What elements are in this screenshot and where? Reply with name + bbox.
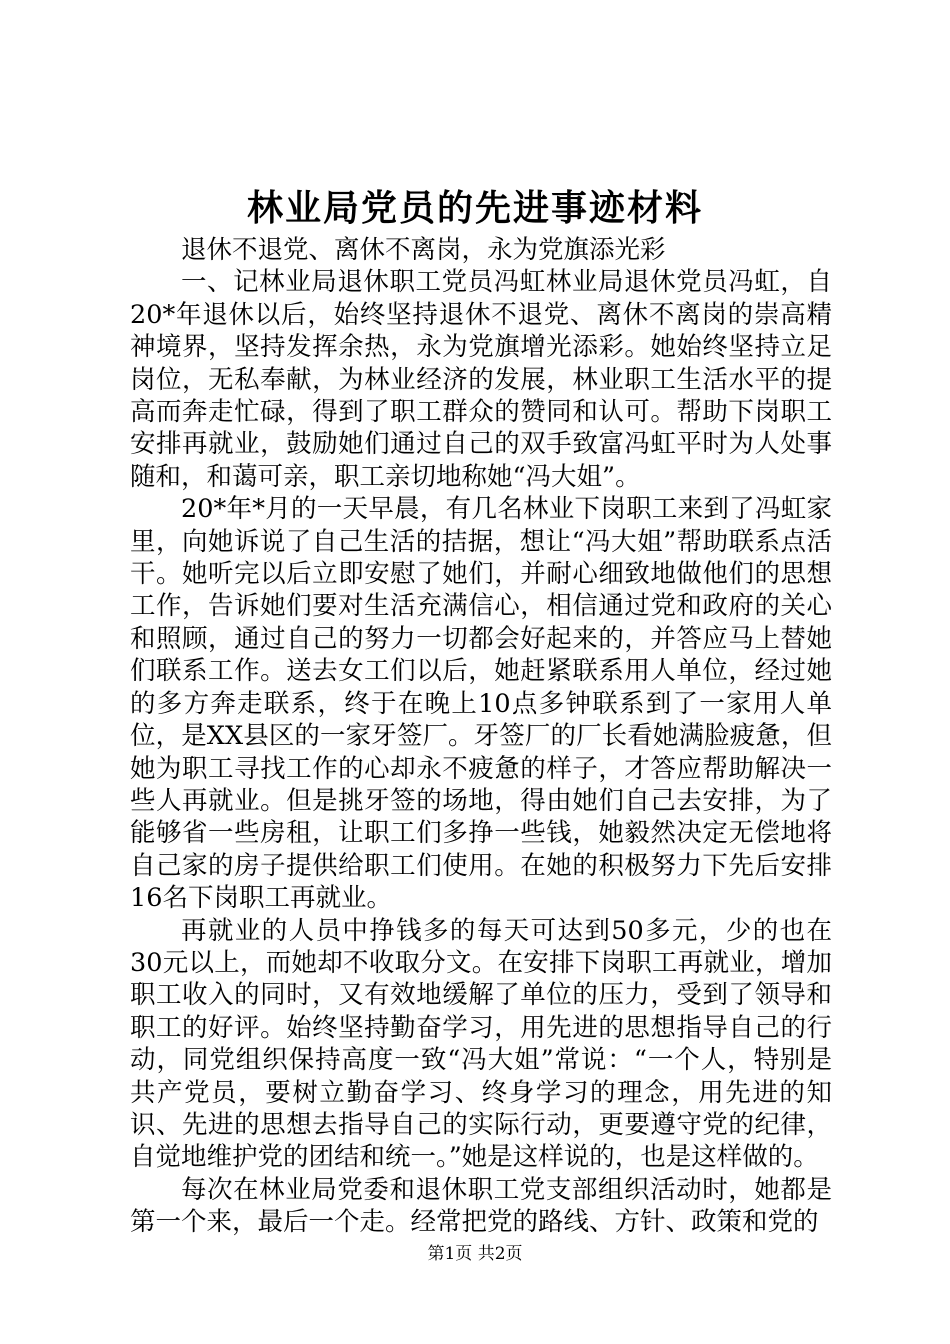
document-body <box>130 234 832 1239</box>
body-paragraph: 一、记林业局退休职工党员冯虹林业局退休党员冯虹，自20*年退休以后，始终坚持退休不退党、离休不离岗的崇高精神境界，坚持发挥余热，永为党旗增光添彩。她始终坚持立足岗位，无私奉献，为林业经济的发展，林业职工生活水平的提高而奔走忙碌，得到了职工群众的赞同和认可。帮助下岗职工安排再就业，鼓励她们通过自己的双手致富冯虹平时为人处事随和，和蔼可亲，职工亲切地称她“冯大姐”。 <box>130 267 832 492</box>
body-paragraph: 每次在林业局党委和退休职工党支部组织活动时，她都是第一个来，最后一个走。经常把党的路线、方针、政策和党的 <box>130 1174 832 1238</box>
page-number-footer: 第1页 共2页 <box>427 1244 523 1264</box>
subtitle-paragraph: 退休不退党、离休不离岗，永为党旗添光彩 <box>181 235 666 265</box>
body-paragraph: 再就业的人员中挣钱多的每天可达到50多元，少的也在30元以上，而她却不收取分文。在安排下岗职工再就业，增加职工收入的同时，又有效地缓解了单位的压力，受到了领导和职工的好评。始终坚持勤奋学习，用先进的思想指导自己的行动，同党组织保持高度一致“冯大姐”常说：“一个人，特别是共产党员，要树立勤奋学习、终身学习的理念，用先进的知识、先进的思想去指导自己的实际行动，更要遵守党的纪律，自觉地维护党的团结和统一。”她是这样说的，也是这样做的。 <box>130 915 832 1173</box>
body-paragraph: 20*年*月的一天早晨，有几名林业下岗职工来到了冯虹家里，向她诉说了自己生活的拮据，想让“冯大姐”帮助联系点活干。她听完以后立即安慰了她们，并耐心细致地做他们的思想工作，告诉她们要对生活充满信心，相信通过党和政府的关心和照顾，通过自己的努力一切都会好起来的，并答应马上替她们联系工作。送去女工们以后，她赶紧联系用人单位，经过她的多方奔走联系，终于在晚上10点多钟联系到了一家用人单位，是XX县区的一家牙签厂。牙签厂的厂长看她满脸疲惫，但她为职工寻找工作的心却永不疲惫的样子，才答应帮助解决一些人再就业。但是挑牙签的场地，得由她们自己去安排，为了能够省一些房租，让职工们多挣一些钱，她毅然决定无偿地将自己家的房子提供给职工们使用。在她的积极努力下先后安排16名下岗职工再就业。 <box>130 494 832 914</box>
document-title: 林业局党员的先进事迹材料 <box>246 187 703 229</box>
